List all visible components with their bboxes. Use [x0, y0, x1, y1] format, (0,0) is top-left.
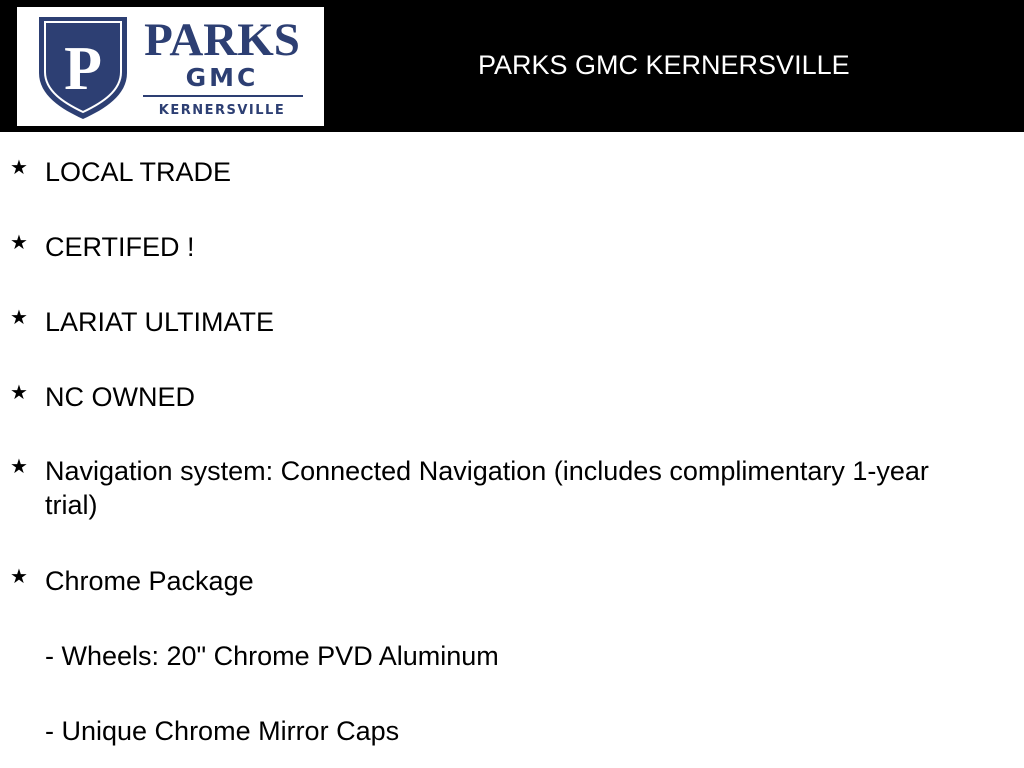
- dealer-title: PARKS GMC KERNERSVILLE: [478, 50, 850, 80]
- star-icon: ★: [10, 564, 28, 588]
- feature-text: LARIAT ULTIMATE: [45, 307, 275, 337]
- star-icon: ★: [10, 454, 28, 478]
- feature-text: NC OWNED: [45, 382, 195, 412]
- feature-text: - Unique Chrome Mirror Caps: [45, 716, 400, 746]
- feature-text: Chrome Package: [45, 566, 254, 596]
- star-icon: ★: [10, 380, 28, 404]
- logo-line3: KERNERSVILLE: [158, 103, 286, 118]
- logo-line1: PARKS: [144, 14, 300, 66]
- star-icon: ★: [10, 155, 28, 179]
- star-icon: ★: [10, 230, 28, 254]
- feature-text: - Wheels: 20" Chrome PVD Aluminum: [45, 641, 499, 671]
- logo-line2: GMC: [185, 63, 259, 92]
- feature-text: Navigation system: Connected Navigation (includes complimentary 1-year trial): [45, 456, 929, 520]
- star-icon: ★: [10, 305, 28, 329]
- logo-letter: P: [64, 35, 102, 103]
- feature-text: CERTIFED !: [45, 232, 195, 262]
- feature-text: LOCAL TRADE: [45, 157, 232, 187]
